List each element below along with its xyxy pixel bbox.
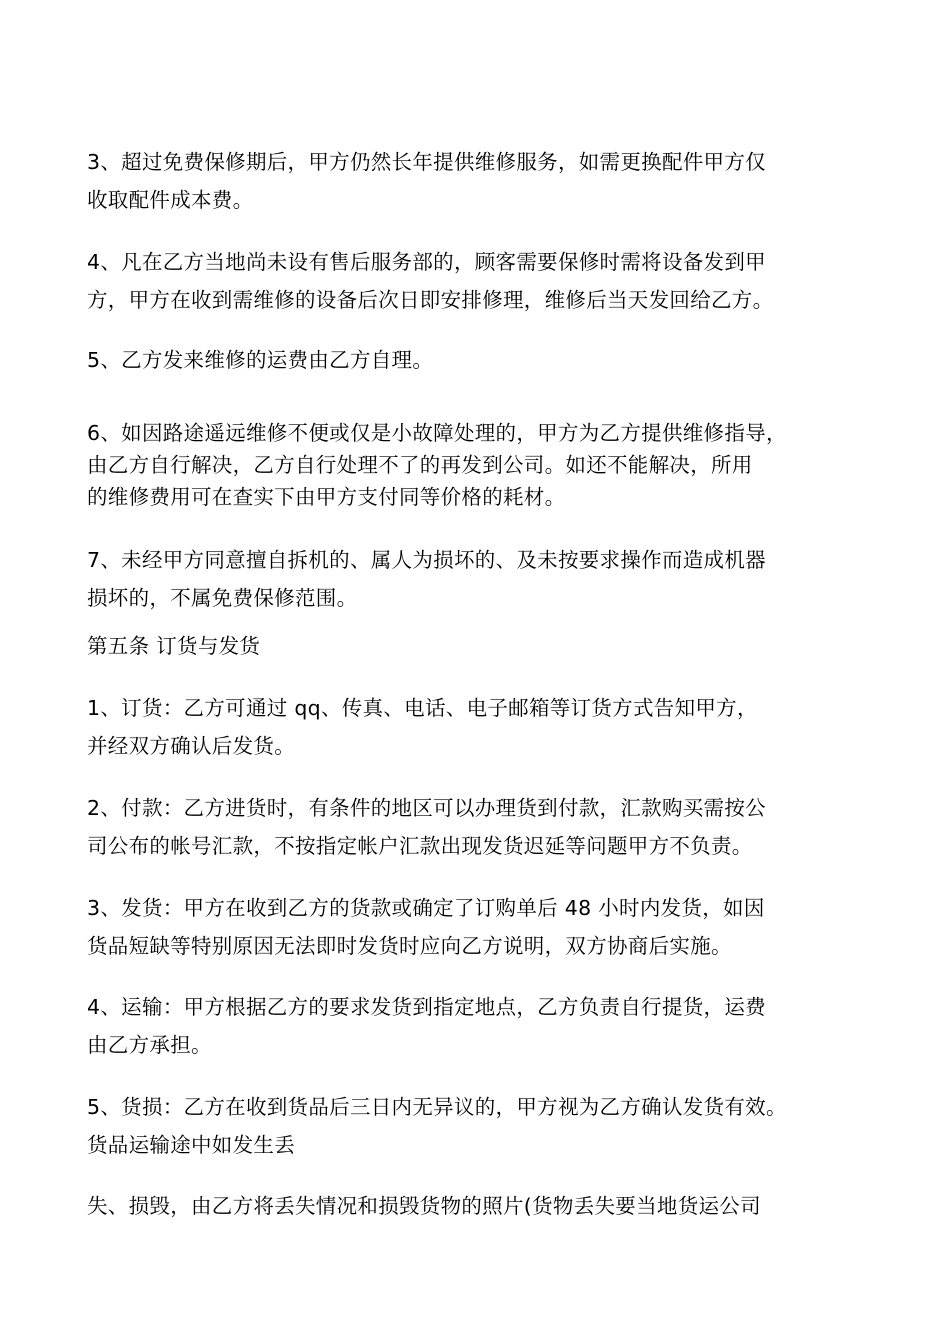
paragraph-payment — [87, 789, 887, 865]
paragraph-warranty-7 — [87, 541, 887, 617]
text-line: 4、运输：甲方根据乙方的要求发货到指定地点，乙方负责自行提货，运费 — [87, 995, 766, 1019]
text-line: 并经双方确认后发货。 — [87, 734, 295, 758]
text-line: 收取配件成本费。 — [87, 188, 254, 212]
text-line: 5、货损：乙方在收到货品后三日内无异议的，甲方视为乙方确认发货有效。 — [87, 1095, 787, 1119]
section-title: 第五条 订货与发货 — [87, 634, 261, 658]
text-line: 由乙方自行解决，乙方自行处理不了的再发到公司。如还不能解决，所用 — [87, 453, 753, 477]
text-line: 5、乙方发来维修的运费由乙方自理。 — [87, 348, 434, 372]
text-line: 方，甲方在收到需维修的设备后次日即安排修理，维修后当天发回给乙方。 — [87, 288, 774, 312]
text-line: 货品短缺等特别原因无法即时发货时应向乙方说明，双方协商后实施。 — [87, 934, 732, 958]
paragraph-damage — [87, 1088, 887, 1164]
text-line: 司公布的帐号汇款，不按指定帐户汇款出现发货迟延等问题甲方不负责。 — [87, 834, 753, 858]
text-line: 6、如因路途遥远维修不便或仅是小故障处理的，甲方为乙方提供维修指导， — [87, 421, 787, 445]
paragraph-delivery — [87, 889, 887, 965]
text-line: 4、凡在乙方当地尚未设有售后服务部的，顾客需要保修时需将设备发到甲 — [87, 250, 766, 274]
paragraph-transport — [87, 988, 887, 1064]
text-line: 损坏的，不属免费保修范围。 — [87, 586, 358, 610]
text-line: 失、损毁，由乙方将丢失情况和损毁货物的照片(货物丢失要当地货运公司 — [87, 1194, 761, 1218]
text-line: 的维修费用可在查实下由甲方支付同等价格的耗材。 — [87, 485, 566, 509]
paragraph-damage-continued — [87, 1187, 887, 1225]
text-line: 3、超过免费保修期后，甲方仍然长年提供维修服务，如需更换配件甲方仅 — [87, 150, 766, 174]
paragraph-warranty-6 — [87, 414, 887, 516]
text-line: 货品运输途中如发生丢 — [87, 1133, 295, 1157]
text-line: 3、发货：甲方在收到乙方的货款或确定了订购单后 48 小时内发货，如因 — [87, 896, 765, 920]
text-line: 7、未经甲方同意擅自拆机的、属人为损坏的、及未按要求操作而造成机器 — [87, 548, 766, 572]
paragraph-warranty-5 — [87, 341, 887, 379]
paragraph-warranty-4 — [87, 243, 887, 319]
text-line: 1、订货：乙方可通过 qq、传真、电话、电子邮箱等订货方式告知甲方， — [87, 696, 758, 720]
paragraph-warranty-3 — [87, 143, 887, 219]
text-line: 2、付款：乙方进货时，有条件的地区可以办理货到付款，汇款购买需按公 — [87, 796, 766, 820]
section-heading — [87, 627, 887, 665]
text-line: 由乙方承担。 — [87, 1033, 212, 1057]
paragraph-order — [87, 689, 887, 765]
